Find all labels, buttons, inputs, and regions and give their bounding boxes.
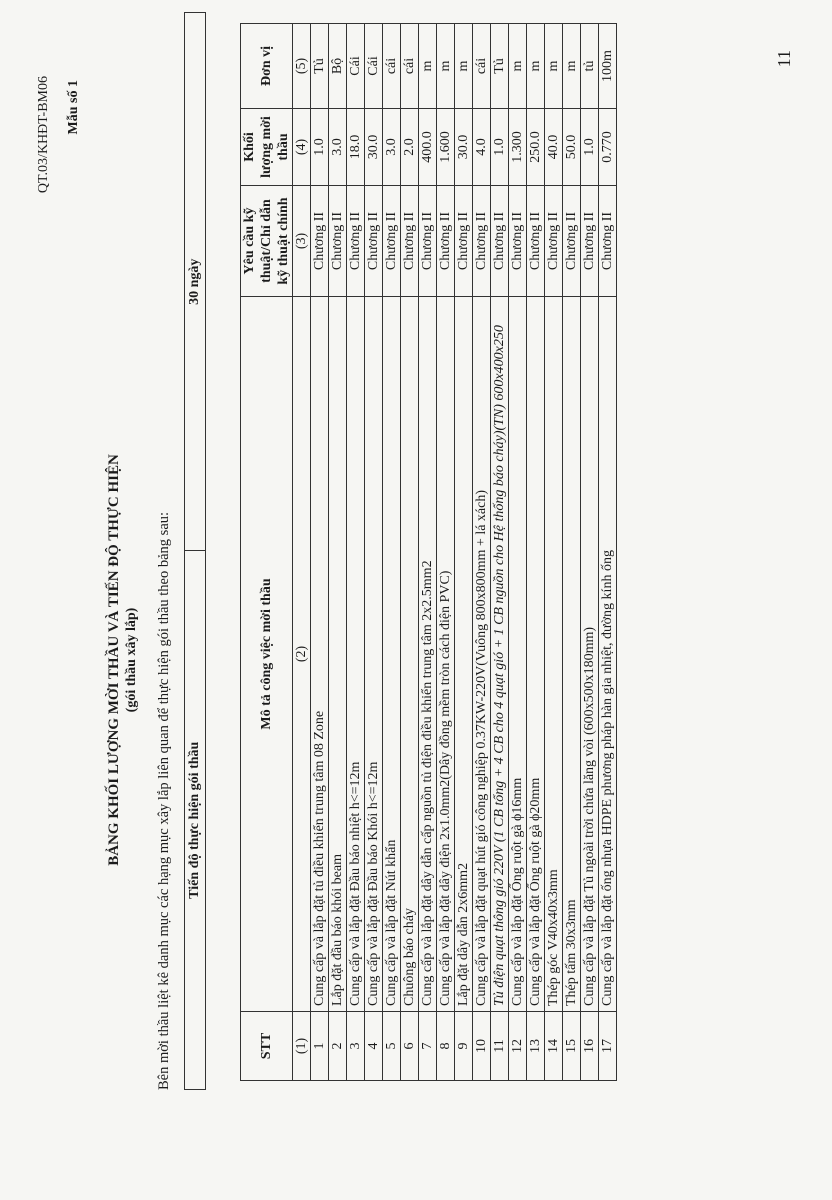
cell-quantity: 30.0 [455,109,473,186]
header-stt: STT [241,1012,293,1081]
cell-description: Lắp đặt đầu báo khói beam [329,297,347,1012]
cell-stt: 15 [563,1012,581,1081]
header-requirement: Yêu cầu kỹ thuật/Chỉ dẫn kỹ thuật chính [241,186,293,297]
document-code: QT.03/KHĐT-BM06 [36,76,51,194]
cell-unit: m [563,24,581,109]
page-title: BẢNG KHỐI LƯỢNG MỜI THẦU VÀ TIẾN ĐỘ THỰC HIỆN [106,454,122,866]
cell-stt: 2 [329,1012,347,1081]
table-row [455,24,473,1081]
cell-description: Cung cấp và lắp đặt ống nhựa HDPE phương pháp hàn gia nhiệt, đường kính ống [599,297,617,1012]
cell-stt: 1 [311,1012,329,1081]
cell-requirement: Chương II [509,186,527,297]
table-row [365,24,383,1081]
cell-quantity: 3.0 [383,109,401,186]
cell-stt: 17 [599,1012,617,1081]
cell-quantity: 1.600 [437,109,455,186]
cell-description: Cung cấp và lắp đặt dây điện 2x1.0mm2(Dây đồng mềm tròn cách điện PVC) [437,297,455,1012]
cell-unit: cái [401,24,419,109]
progress-table [184,12,206,1090]
cell-requirement: Chương II [347,186,365,297]
cell-quantity: 40.0 [545,109,563,186]
cell-stt: 11 [491,1012,509,1081]
cell-description: Cung cấp và lắp đặt tủ điều khiển trung tâm 08 Zone [311,297,329,1012]
cell-requirement: Chương II [383,186,401,297]
cell-unit: m [545,24,563,109]
cell-unit: m [527,24,545,109]
cell-quantity: 400.0 [419,109,437,186]
cell-quantity: 0.770 [599,109,617,186]
progress-label: Tiến độ thực hiện gói thầu [185,551,206,1090]
bid-table [240,23,617,1081]
intro-text: Bên mời thầu liệt kê danh mục các hạng mục xây lắp liên quan để thực hiện gói thầu theo bảng sau: [156,511,172,1090]
cell-unit: Cái [347,24,365,109]
cell-requirement: Chương II [545,186,563,297]
cell-description: Cung cấp và lắp đặt dây dẫn cấp nguồn tủ điện điều khiển trung tâm 2x2.5mm2 [419,297,437,1012]
cell-requirement: Chương II [365,186,383,297]
header-number: (5) [293,24,311,109]
cell-description: Cung cấp và lắp đặt Đầu báo nhiệt h<=12m [347,297,365,1012]
header-number: (4) [293,109,311,186]
cell-requirement: Chương II [563,186,581,297]
cell-stt: 7 [419,1012,437,1081]
cell-unit: tủ [581,24,599,109]
cell-stt: 16 [581,1012,599,1081]
page-number: 11 [774,50,794,68]
table-row [509,24,527,1081]
table-header-row [241,24,293,1081]
cell-description: Cung cấp và lắp đặt Tủ ngoài trời chứa lăng vòi (600x500x180mm) [581,297,599,1012]
cell-quantity: 30.0 [365,109,383,186]
cell-requirement: Chương II [401,186,419,297]
cell-quantity: 1.0 [581,109,599,186]
cell-requirement: Chương II [581,186,599,297]
cell-unit: Bộ [329,24,347,109]
cell-stt: 13 [527,1012,545,1081]
cell-stt: 8 [437,1012,455,1081]
cell-description: Thép tấm 30x3mm [563,297,581,1012]
table-row [599,24,617,1081]
table-row [473,24,491,1081]
cell-stt: 3 [347,1012,365,1081]
header-number: (3) [293,186,311,297]
header-number: (2) [293,297,311,1012]
table-row [311,24,329,1081]
cell-unit: 100m [599,24,617,109]
header-number: (1) [293,1012,311,1081]
table-row [437,24,455,1081]
progress-value: 30 ngày [185,13,206,552]
cell-quantity: 1.0 [311,109,329,186]
cell-requirement: Chương II [419,186,437,297]
cell-stt: 14 [545,1012,563,1081]
cell-stt: 10 [473,1012,491,1081]
header-unit: Đơn vị [241,24,293,109]
cell-requirement: Chương II [599,186,617,297]
cell-description: Thép góc V40x40x3mm [545,297,563,1012]
cell-description: Cung cấp và lắp đặt Ống ruột gà ϕ20mm [527,297,545,1012]
page-subtitle: (gói thầu xây lắp) [124,607,139,713]
cell-unit: m [455,24,473,109]
cell-requirement: Chương II [491,186,509,297]
cell-quantity: 4.0 [473,109,491,186]
cell-quantity: 1.0 [491,109,509,186]
cell-requirement: Chương II [473,186,491,297]
cell-stt: 4 [365,1012,383,1081]
table-row [419,24,437,1081]
table-row [581,24,599,1081]
cell-requirement: Chương II [437,186,455,297]
cell-quantity: 250.0 [527,109,545,186]
cell-quantity: 50.0 [563,109,581,186]
table-row [527,24,545,1081]
cell-description: Lắp đặt dây dẫn 2x6mm2 [455,297,473,1012]
cell-stt: 6 [401,1012,419,1081]
cell-description: Cung cấp và lắp đặt quạt hút gió công nghiệp 0.37KW-220V(Vuông 800x800mm + lá xách) [473,297,491,1012]
cell-stt: 5 [383,1012,401,1081]
table-row [545,24,563,1081]
cell-unit: Tủ [311,24,329,109]
cell-requirement: Chương II [311,186,329,297]
cell-unit: m [509,24,527,109]
table-row [401,24,419,1081]
cell-unit: Tủ [491,24,509,109]
cell-description: Cung cấp và lắp đặt Ống ruột gà ϕ16mm [509,297,527,1012]
table-row [491,24,509,1081]
cell-stt: 9 [455,1012,473,1081]
cell-stt: 12 [509,1012,527,1081]
cell-unit: Cái [365,24,383,109]
cell-quantity: 3.0 [329,109,347,186]
cell-requirement: Chương II [455,186,473,297]
cell-quantity: 18.0 [347,109,365,186]
cell-requirement: Chương II [329,186,347,297]
table-row [347,24,365,1081]
cell-description: Tủ điện quạt thông gió 220V (1 CB tổng + 4 CB cho 4 quạt gió + 1 CB nguồn cho Hệ thống báo cháy)(TN) 600x400x250 [491,297,509,1012]
cell-quantity: 1.300 [509,109,527,186]
cell-quantity: 2.0 [401,109,419,186]
cell-description: Chuông báo cháy [401,297,419,1012]
cell-unit: m [437,24,455,109]
header-description: Mô tả công việc mời thầu [241,297,293,1012]
cell-requirement: Chương II [527,186,545,297]
table-row [563,24,581,1081]
cell-unit: cái [473,24,491,109]
table-header-number-row [293,24,311,1081]
cell-unit: cái [383,24,401,109]
table-row [383,24,401,1081]
cell-description: Cung cấp và lắp đặt Đầu báo Khói h<=12m [365,297,383,1012]
cell-description: Cung cấp và lắp đặt Nút khẩn [383,297,401,1012]
table-row [329,24,347,1081]
cell-unit: m [419,24,437,109]
form-number: Mẫu số 1 [66,80,81,135]
header-quantity: Khối lượng mời thầu [241,109,293,186]
